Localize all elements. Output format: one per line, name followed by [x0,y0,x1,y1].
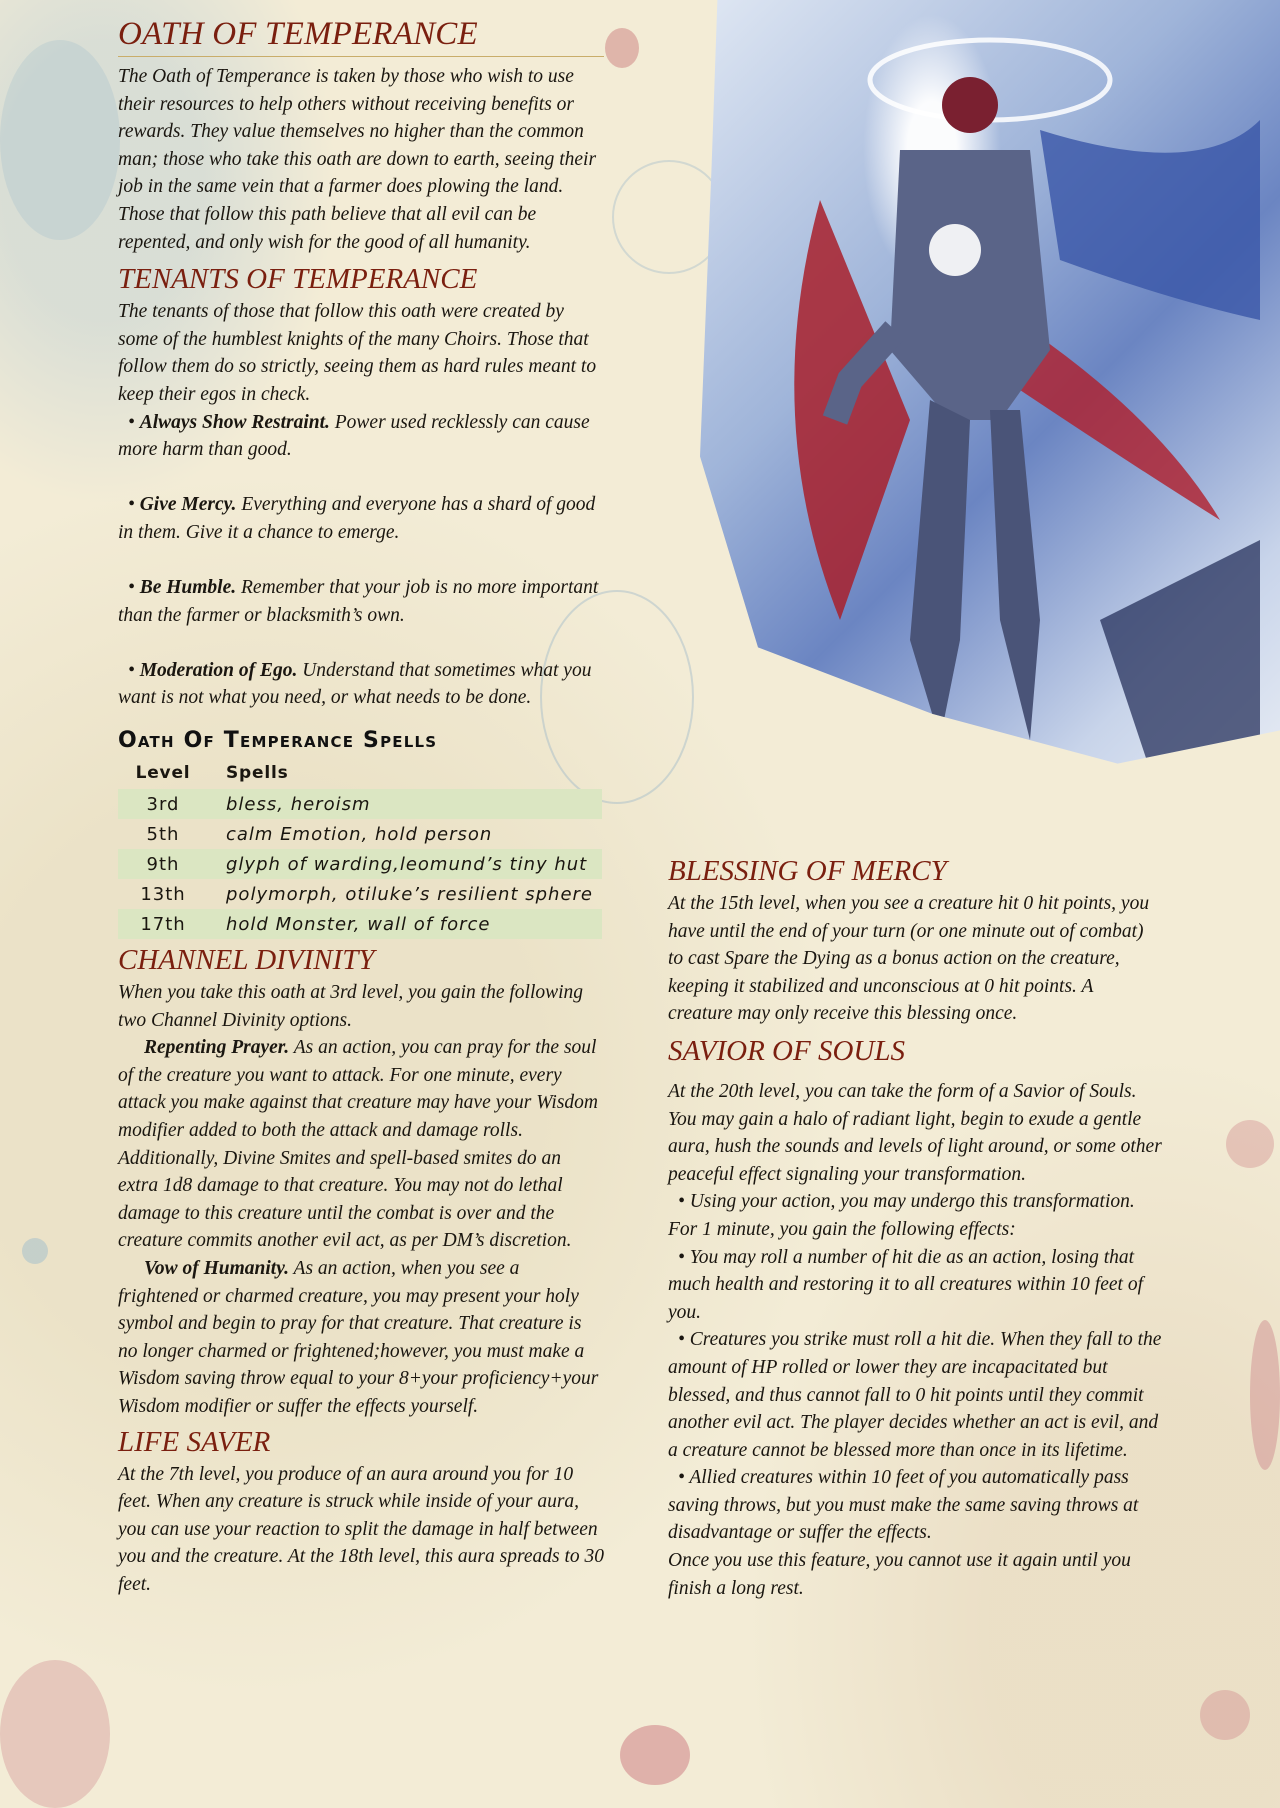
blessing-of-mercy-heading: BLESSING OF MERCY [668,855,947,887]
vow-of-humanity-paragraph [118,1255,604,1421]
paper-stain [0,1660,110,1808]
table-header: Spells [226,763,289,784]
table-row [118,789,602,819]
tenet-item: • Moderation of Ego. Understand that sometimes what you want is not what you need, or what needs to be done. [118,659,592,709]
feature-name: Vow of Humanity. [144,1258,290,1279]
tenants-intro: The tenants of those that follow this oath were created by some of the humblest knights of the many Choirs. Those that follow them do so strictly, seeing them as hard rules meant to keep their egos in check. [118,301,597,405]
table-header: Level [135,763,191,784]
level-cell: 9th [118,849,208,879]
savior-of-souls-heading: SAVIOR OF SOULS [668,1034,905,1067]
tenet-name: Give Mercy. [139,494,237,516]
paper-stain [1250,1320,1280,1470]
spells-cell: glyph of warding,leomund’s tiny hut [208,849,602,879]
level-cell: 3rd [118,789,208,819]
spells-cell: calm Emotion, hold person [226,823,493,845]
channel-divinity-heading: CHANNEL DIVINITY [118,944,375,977]
level-cell: 17th [118,909,208,939]
table-header-row [118,759,602,789]
page-title: OATH OF TEMPERANCE [118,12,604,57]
tenants-heading: TENANTS OF TEMPERANCE [118,263,478,296]
tenet-item: • Always Show Restraint. Power used recklessly can cause more harm than good. [118,411,590,461]
tenet-text: Everything and everyone has a shard of good in them. Give it a chance to emerge. [118,494,596,543]
spells-table [118,759,602,939]
tenet-item: • Be Humble. Remember that your job is no more important than the farmer or blacksmith’s own. [118,577,599,626]
level-cell: 5th [146,823,180,845]
left-column [118,12,604,1599]
life-saver-text: At the 7th level, you produce of an aura around you for 10 feet. When any creature is struck while inside of your aura, you can use your reaction to split the damage in half between you and the creature. At the 18th level, this aura spreads to 30 feet. [118,1463,604,1595]
tenet-name: Moderation of Ego. [139,659,298,681]
tenet-text: Power used recklessly can cause more harm than good. [118,411,590,461]
savior-bullet: • Using your action, you may undergo this transformation. For 1 minute, you gain the following effects: [668,1191,1135,1240]
right-column [668,852,1162,1602]
spells-cell: polymorph, otiluke’s resilient sphere [226,883,593,905]
spells-cell: bless, heroism [208,789,602,819]
feature-name: Repenting Prayer. [144,1037,290,1059]
tenet-item: • Give Mercy. Everything and everyone has a shard of good in them. Give it a chance to emerge. [118,494,596,543]
savior-bullet: • Allied creatures within 10 feet of you automatically pass saving throws, but you must make the same saving throws at disadvantage or suffer the effects. [668,1467,1139,1544]
paper-stain [22,1238,48,1264]
paper-stain [0,40,120,240]
blessing-of-mercy-text: At the 15th level, when you see a creature hit 0 hit points, you have until the end of your turn (or one minute out of combat) to cast Spare the Dying as a bonus action on the creature, keeping it stabilized and unconscious at 0 hit points. A creature may only receive this blessing once. [668,893,1150,1025]
intro-paragraph: The Oath of Temperance is taken by those who wish to use their resources to help others without receiving benefits or rewards. They value themselves no higher than the common man; those who take this oath are down to earth, seeing their job in the same vein that a farmer does plowing the land. Those that follow this path believe that all evil can be repented, and only wish for the good of all humanity. [118,66,597,253]
paper-stain [605,28,639,68]
spells-cell: hold Monster, wall of force [208,909,602,939]
life-saver-heading: LIFE SAVER [118,1425,271,1458]
spells-table-title: Oath Of Temperance Spells [118,728,438,754]
tenet-name: Always Show Restraint. [139,411,330,433]
savior-bullet: • You may roll a number of hit die as an action, losing that much health and restoring it to all creatures within 10 feet of you. [668,1246,1143,1323]
feature-text: As an action, when you see a frightened or charmed creature, you may present your holy symbol and begin to pray for that creature. That creature is no longer charmed or frightened;however, you must make a Wisdom saving throw equal to your 8+your proficiency+your Wisdom modifier or suffer the effects yourself. [118,1258,599,1417]
paper-stain [1226,1120,1274,1168]
tenet-text: Understand that sometimes what you want is not what you need, or what needs to be done. [118,659,592,709]
channel-intro: When you take this oath at 3rd level, you gain the following two Channel Divinity options. [118,982,584,1031]
table-row [118,879,602,909]
savior-bullet: • Creatures you strike must roll a hit die. When they fall to the amount of HP rolled or lower they are incapacitated but blessed, and thus cannot fall to 0 hit points until they commit another evil act. The player decides whether an act is evil, and a creature cannot be blessed more than once in its lifetime. [668,1329,1162,1461]
tenet-name: Be Humble. [139,577,237,599]
savior-outro: Once you use this feature, you cannot use it again until you finish a long rest. [668,1550,1131,1599]
paladin-illustration [700,0,1280,830]
level-cell: 13th [140,883,186,905]
tenet-text: Remember that your job is no more important than the farmer or blacksmith’s own. [118,577,599,626]
feature-text: As an action, you can pray for the soul of the creature you want to attack. For one minute, every attack you make against that creature may have your Wisdom modifier added to both the attack and damage rolls. Additionally, Divine Smites and spell-based smites do an extra 1d8 damage to that creature. You may not do lethal damage to this creature until the combat is over and the creature commits another evil act, as per DM’s discretion. [118,1037,598,1252]
table-row [118,819,602,849]
repenting-prayer-paragraph [118,1034,604,1255]
table-row [118,909,602,939]
figure-art [700,0,1280,830]
savior-intro: At the 20th level, you can take the form of a Savior of Souls. You may gain a halo of radiant light, begin to exude a gentle aura, hush the sounds and levels of light around, or some other peaceful effect signaling your transformation. [668,1080,1162,1185]
paper-stain [620,1725,690,1785]
paper-stain [1200,1690,1250,1740]
table-row [118,849,602,879]
